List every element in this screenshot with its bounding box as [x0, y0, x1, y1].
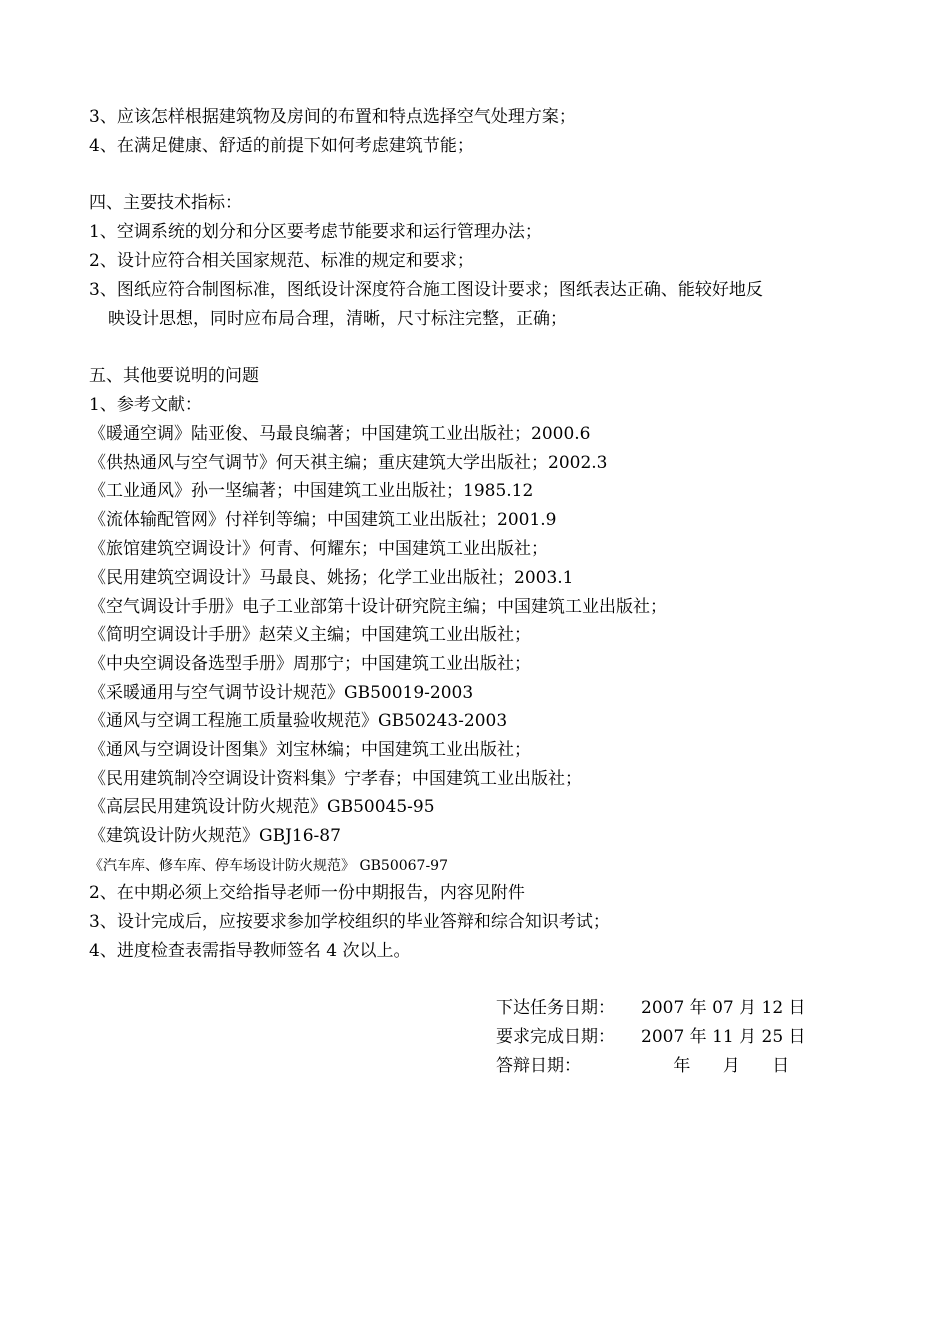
references-heading: 1、参考文献：	[89, 395, 202, 415]
reference-item: 《通风与空调工程施工质量验收规范》GB50243-2003	[89, 711, 508, 731]
reference-item: 《采暖通用与空气调节设计规范》GB50019-2003	[89, 683, 474, 703]
reference-item: 《供热通风与空气调节》何天祺主编；重庆建筑大学出版社；2002.3	[89, 453, 608, 473]
reference-item: 《旅馆建筑空调设计》何青、何耀东；中国建筑工业出版社；	[89, 539, 548, 559]
section4-item-1: 1、空调系统的划分和分区要考虑节能要求和运行管理办法；	[89, 222, 542, 242]
issue-date-row	[496, 998, 806, 1018]
section3-item-4: 4、在满足健康、舒适的前提下如何考虑建筑节能；	[89, 136, 474, 156]
section4-item-2: 2、设计应符合相关国家规范、标准的规定和要求；	[89, 251, 474, 271]
reference-item: 《简明空调设计手册》赵荣义主编；中国建筑工业出版社；	[89, 625, 531, 645]
section4-item-3: 3、图纸应符合制图标准，图纸设计深度符合施工图设计要求；图纸表达正确、能较好地反	[89, 280, 763, 300]
reference-item: 《高层民用建筑设计防火规范》GB50045-95	[89, 797, 435, 817]
section5-item-2: 2、在中期必须上交给指导老师一份中期报告，内容见附件	[89, 883, 525, 903]
reference-item: 《工业通风》孙一坚编著；中国建筑工业出版社；1985.12	[89, 481, 534, 501]
section4-heading: 四、主要技术指标：	[89, 193, 242, 213]
reference-item: 《中央空调设备选型手册》周那宁；中国建筑工业出版社；	[89, 654, 531, 674]
reference-item: 《流体输配管网》付祥钊等编；中国建筑工业出版社；2001.9	[89, 510, 557, 530]
reference-item-small: 《汽车库、修车库、停车场设计防火规范》 GB50067-97	[89, 858, 449, 874]
section4-item-3-continued: 映设计思想，同时应布局合理，清晰，尺寸标注完整，正确；	[108, 309, 567, 329]
reference-item: 《空气调设计手册》电子工业部第十设计研究院主编；中国建筑工业出版社；	[89, 597, 667, 617]
reference-item: 《民用建筑制冷空调设计资料集》宁孝春；中国建筑工业出版社；	[89, 769, 582, 789]
section5-item-4: 4、进度检查表需指导教师签名 4 次以上。	[89, 941, 411, 961]
defense-date-value: 年 月 日	[641, 1056, 790, 1076]
issue-date-label: 下达任务日期：	[496, 998, 615, 1018]
due-date-label: 要求完成日期：	[496, 1027, 615, 1047]
defense-date-row	[496, 1056, 789, 1076]
due-date-value: 2007 年 11 月 25 日	[641, 1027, 806, 1047]
defense-date-label: 答辩日期：	[496, 1056, 581, 1076]
reference-item: 《暖通空调》陆亚俊、马最良编著；中国建筑工业出版社；2000.6	[89, 424, 591, 444]
reference-item: 《建筑设计防火规范》GBJ16-87	[89, 826, 341, 846]
section5-item-3: 3、设计完成后，应按要求参加学校组织的毕业答辩和综合知识考试；	[89, 912, 610, 932]
issue-date-value: 2007 年 07 月 12 日	[641, 998, 806, 1018]
section5-heading: 五、其他要说明的问题	[89, 366, 259, 386]
reference-item: 《民用建筑空调设计》马最良、姚扬；化学工业出版社；2003.1	[89, 568, 574, 588]
due-date-row	[496, 1027, 806, 1047]
reference-item: 《通风与空调设计图集》刘宝林编；中国建筑工业出版社；	[89, 740, 531, 760]
section3-item-3: 3、应该怎样根据建筑物及房间的布置和特点选择空气处理方案；	[89, 107, 576, 127]
